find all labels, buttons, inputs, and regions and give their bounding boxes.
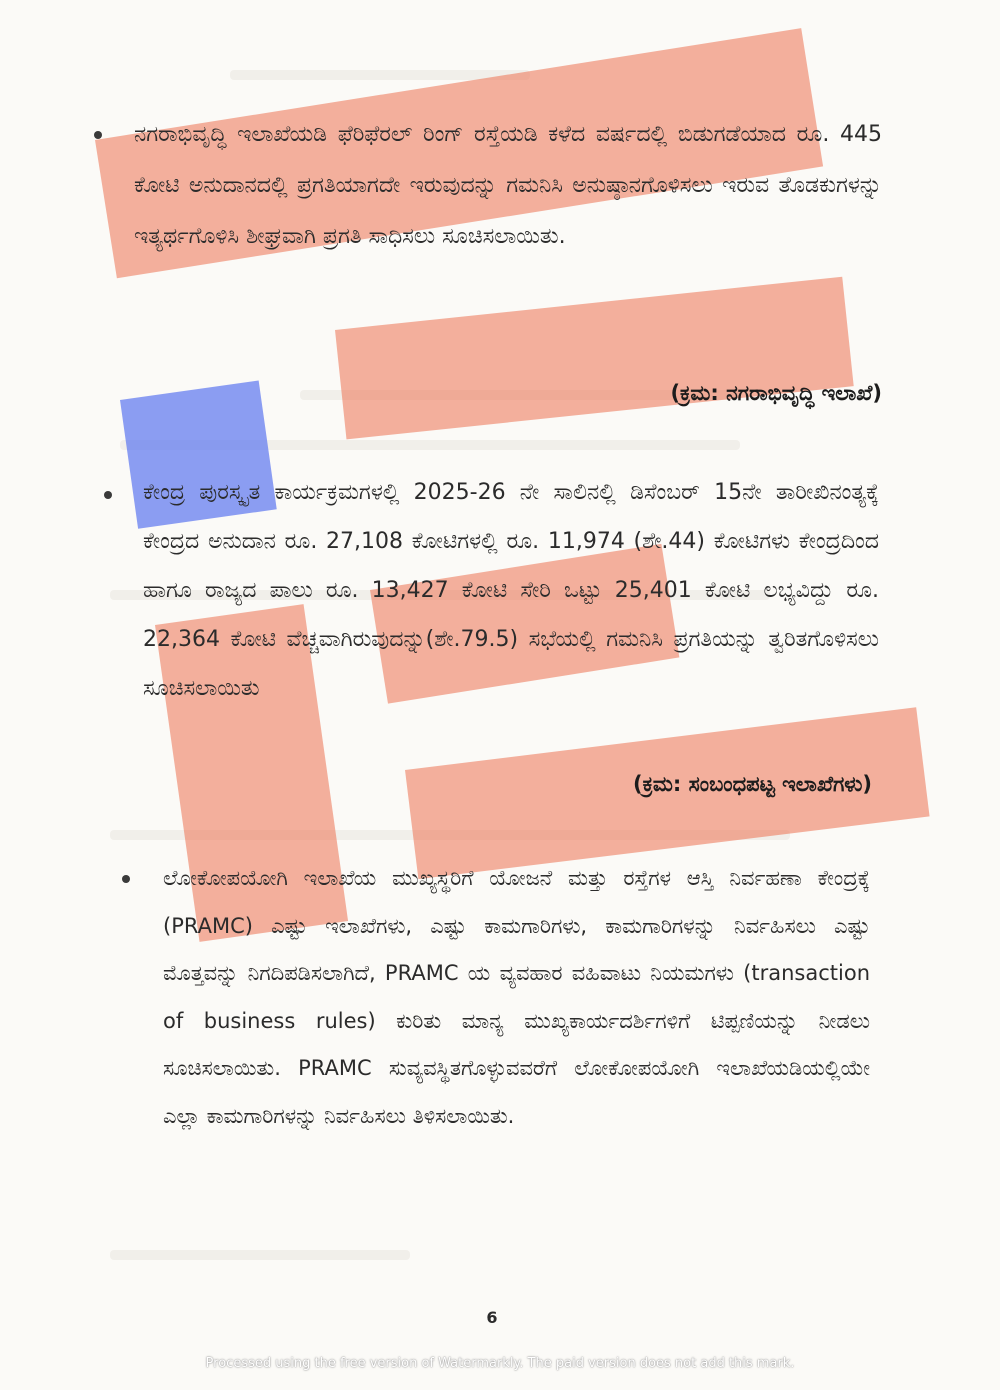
- watermark-text: Processed using the free version of Watermarkly. The paid version does not add this mark.: [205, 1356, 795, 1371]
- paragraph-3-text: ಲೋಕೋಪಯೋಗಿ ಇಲಾಖೆಯ ಮುಖ್ಯಸ್ಥರಿಗೆ ಯೋಜನೆ ಮತ್ತು ರಸ್ತೆಗಳ ಆಸ್ತಿ ನಿರ್ವಹಣಾ ಕೇಂದ್ರಕ್ಕೆ (PRAMC) ಎಷ್ಟು ಇಲಾಖೆಗಳು, ಎಷ್ಟು ಕಾಮಗಾರಿಗಳು, ಕಾಮಗಾರಿಗಳನ್ನು ನಿರ್ವಹಿಸಲು ಎಷ್ಟು ಮೊತ್ತವನ್ನು ನಿಗದಿಪಡಿಸಲಾಗಿದೆ, PRAMC ಯ ವ್ಯವಹಾರ ವಹಿವಾಟು ನಿಯಮಗಳು (transaction of business rules) ಕುರಿತು ಮಾನ್ಯ ಮುಖ್ಯಕಾರ್ಯದರ್ಶಿಗಳಿಗೆ ಟಿಪ್ಪಣಿಯನ್ನು ನೀಡಲು ಸೂಚಿಸಲಾಯಿತು. PRAMC ಸುವ್ಯವಸ್ಥಿತಗೊಳ್ಳುವವರೆಗೆ ಲೋಕೋಪಯೋಗಿ ಇಲಾಖೆಯಡಿಯಲ್ಲಿಯೇ ಎಲ್ಲಾ ಕಾಮಗಾರಿಗಳನ್ನು ನಿರ್ವಹಿಸಲು ತಿಳಿಸಲಾಯಿತು.: [163, 866, 870, 1128]
- paragraph-2-text: ಕೇಂದ್ರ ಪುರಸ್ಕೃತ ಕಾರ್ಯಕ್ರಮಗಳಲ್ಲಿ 2025-26 ನೇ ಸಾಲಿನಲ್ಲಿ ಡಿಸೆಂಬರ್ 15ನೇ ತಾರೀಖಿನಂತ್ಯಕ್ಕೆ ಕೇಂದ್ರದ ಅನುದಾನ ರೂ. 27,108 ಕೋಟಿಗಳಲ್ಲಿ ರೂ. 11,974 (ಶೇ.44) ಕೋಟಿಗಳು ಕೇಂದ್ರದಿಂದ ಹಾಗೂ ರಾಜ್ಯದ ಪಾಲು ರೂ. 13,427 ಕೋಟಿ ಸೇರಿ ಒಟ್ಟು 25,401 ಕೋಟಿ ಲಭ್ಯವಿದ್ದು ರೂ. 22,364 ಕೋಟಿ ವೆಚ್ಚವಾಗಿರುವುದನ್ನು(ಶೇ.79.5) ಸಭೆಯಲ್ಲಿ ಗಮನಿಸಿ ಪ್ರಗತಿಯನ್ನು ತ್ವರಿತಗೊಳಿಸಲು ಸೂಚಿಸಲಾಯಿತು: [143, 480, 879, 701]
- bullet-icon: [122, 875, 130, 883]
- paragraph-1-text: ನಗರಾಭಿವೃದ್ಧಿ ಇಲಾಖೆಯಡಿ ಫೆರಿಫೆರಲ್ ರಿಂಗ್ ರಸ್ತೆಯಡಿ ಕಳೆದ ವರ್ಷದಲ್ಲಿ ಬಿಡುಗಡೆಯಾದ ರೂ. 445 ಕೋಟಿ ಅನುದಾನದಲ್ಲಿ ಪ್ರಗತಿಯಾಗದೇ ಇರುವುದನ್ನು ಗಮನಿಸಿ ಅನುಷ್ಠಾನಗೊಳಿಸಲು ಇರುವ ತೊಡಕುಗಳನ್ನು ಇತ್ಯರ್ಥಗೊಳಿಸಿ ಶೀಘ್ರವಾಗಿ ಪ್ರಗತಿ ಸಾಧಿಸಲು ಸೂಚಿಸಲಾಯಿತು.: [134, 122, 882, 249]
- bleed-through-line: [110, 1250, 410, 1260]
- bullet-icon: [104, 491, 112, 499]
- paragraph-1-action-by: (ಕ್ರಮ: ನಗರಾಭಿವೃದ್ಧಿ ಇಲಾಖೆ): [670, 381, 882, 405]
- red-overlay-block: [335, 277, 854, 440]
- paragraph-2-action-by: (ಕ್ರಮ: ಸಂಬಂಧಪಟ್ಟ ಇಲಾಖೆಗಳು): [633, 772, 872, 796]
- page-number: 6: [486, 1308, 498, 1327]
- bullet-icon: [94, 131, 102, 139]
